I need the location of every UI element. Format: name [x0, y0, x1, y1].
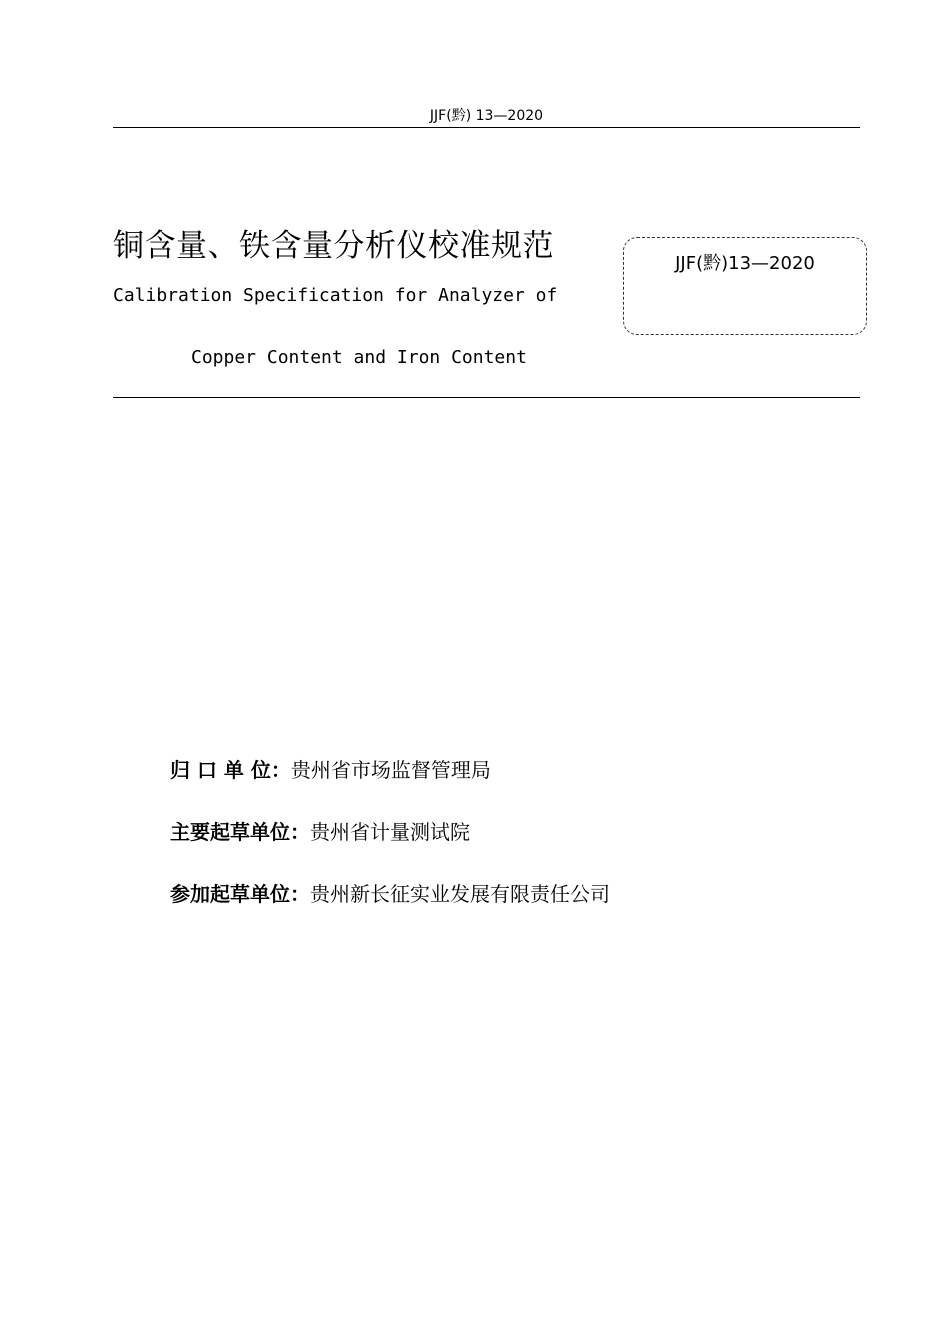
header-rule — [113, 127, 860, 128]
specification-code-box — [623, 237, 867, 335]
main-drafting-unit-label: 主要起草单位： — [170, 820, 310, 844]
main-drafting-unit-row — [170, 819, 470, 845]
participating-drafting-unit-label: 参加起草单位： — [170, 882, 310, 906]
title-chinese: 铜含量、铁含量分析仪校准规范 — [113, 228, 554, 264]
responsible-unit-row — [170, 757, 491, 783]
responsible-unit-label: 归 口 单 位： — [170, 758, 291, 782]
title-english-line-2: Copper Content and Iron Content — [191, 347, 527, 368]
participating-drafting-unit-value: 贵州新长征实业发展有限责任公司 — [310, 882, 610, 906]
running-header-code: JJF(黔) 13—2020 — [429, 108, 544, 124]
title-english-line-1: Calibration Specification for Analyzer of — [113, 285, 558, 306]
main-drafting-unit-value: 贵州省计量测试院 — [310, 820, 470, 844]
title-rule — [113, 397, 860, 398]
participating-drafting-unit-row — [170, 881, 610, 907]
responsible-unit-value: 贵州省市场监督管理局 — [290, 758, 491, 782]
specification-code: JJF(黔)13—2020 — [675, 253, 815, 274]
